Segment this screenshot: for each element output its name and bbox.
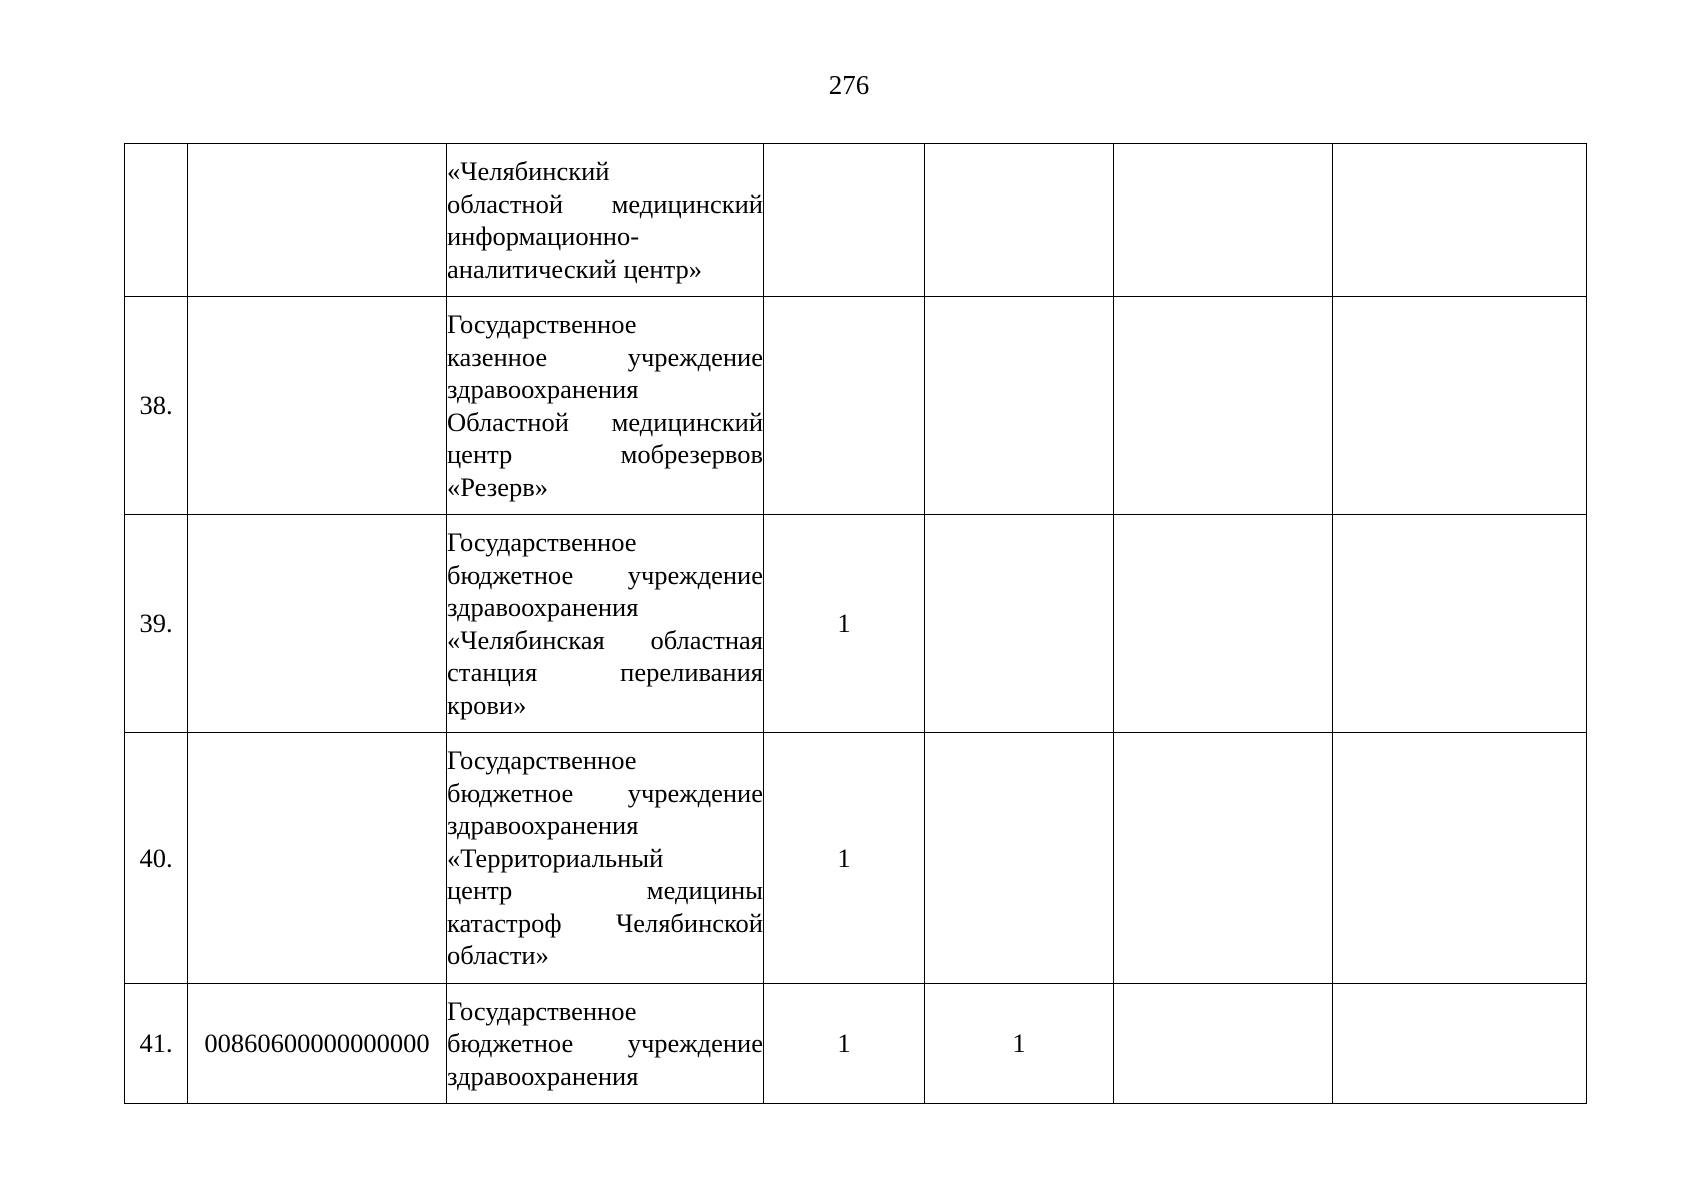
table-body [125, 144, 1587, 1104]
row-number-cell: 40. [125, 733, 188, 984]
value-cell-5: 1 [925, 984, 1114, 1104]
name-line: катастроф Челябинской [447, 907, 763, 938]
name-line: Областной медицинский [447, 406, 763, 437]
table-row [125, 515, 1587, 733]
institution-name-cell [447, 733, 764, 984]
value-cell-7 [1333, 144, 1587, 297]
institution-name-cell [447, 515, 764, 733]
name-line: бюджетное учреждение [447, 559, 763, 590]
name-line: бюджетное учреждение [447, 777, 763, 808]
name-line: центр мобрезервов [447, 439, 763, 469]
value-cell-6 [1114, 984, 1333, 1104]
value-cell-7 [1333, 984, 1587, 1104]
name-line: здравоохранения [447, 592, 639, 622]
name-line: здравоохранения [447, 374, 639, 404]
name-line: «Челябинская областная [447, 624, 763, 655]
value-cell-4 [764, 144, 925, 297]
row-number-cell: 38. [125, 297, 188, 515]
value-cell-5 [925, 515, 1114, 733]
value-cell-4: 1 [764, 515, 925, 733]
name-line: информационно- [447, 221, 640, 251]
value-cell-6 [1114, 515, 1333, 733]
value-cell-5 [925, 297, 1114, 515]
row-number-cell: 39. [125, 515, 188, 733]
code-cell [188, 515, 447, 733]
value-cell-4: 1 [764, 733, 925, 984]
institution-name-cell [447, 144, 764, 297]
data-table [124, 143, 1587, 1104]
table-row [125, 297, 1587, 515]
table-row [125, 733, 1587, 984]
name-line: Государственное [447, 995, 637, 1026]
name-line: станция переливания [447, 657, 763, 687]
name-line: Государственное [447, 527, 637, 557]
code-cell [188, 297, 447, 515]
name-line: «Челябинский [447, 156, 610, 186]
page-number: 276 [828, 70, 870, 100]
code-cell [188, 144, 447, 297]
value-cell-4 [764, 297, 925, 515]
institution-name-cell [447, 297, 764, 515]
table-row [125, 144, 1587, 297]
name-line: областной медицинский [447, 188, 763, 219]
value-cell-7 [1333, 733, 1587, 984]
name-line: области» [447, 940, 549, 971]
institution-name-cell [447, 984, 764, 1104]
name-line: здравоохранения [447, 810, 639, 841]
row-number-cell: 41. [125, 984, 188, 1104]
value-cell-6 [1114, 144, 1333, 297]
name-line: «Территориальный [447, 842, 664, 873]
row-number-cell [125, 144, 188, 297]
value-cell-5 [925, 733, 1114, 984]
value-cell-5 [925, 144, 1114, 297]
value-cell-6 [1114, 733, 1333, 984]
name-line: здравоохранения [447, 1060, 639, 1091]
name-line: центр медицины [447, 875, 763, 906]
name-line: Государственное [447, 309, 637, 339]
value-cell-7 [1333, 515, 1587, 733]
name-line: «Резерв» [447, 471, 548, 502]
name-line: крови» [447, 689, 527, 720]
name-line: казенное учреждение [447, 341, 763, 372]
code-cell: 00860600000000000 [188, 984, 447, 1104]
name-line: бюджетное учреждение [447, 1028, 763, 1059]
name-line: аналитический центр» [447, 253, 703, 284]
value-cell-6 [1114, 297, 1333, 515]
table-row [125, 984, 1587, 1104]
name-line: Государственное [447, 745, 637, 776]
value-cell-4: 1 [764, 984, 925, 1104]
code-cell [188, 733, 447, 984]
value-cell-7 [1333, 297, 1587, 515]
